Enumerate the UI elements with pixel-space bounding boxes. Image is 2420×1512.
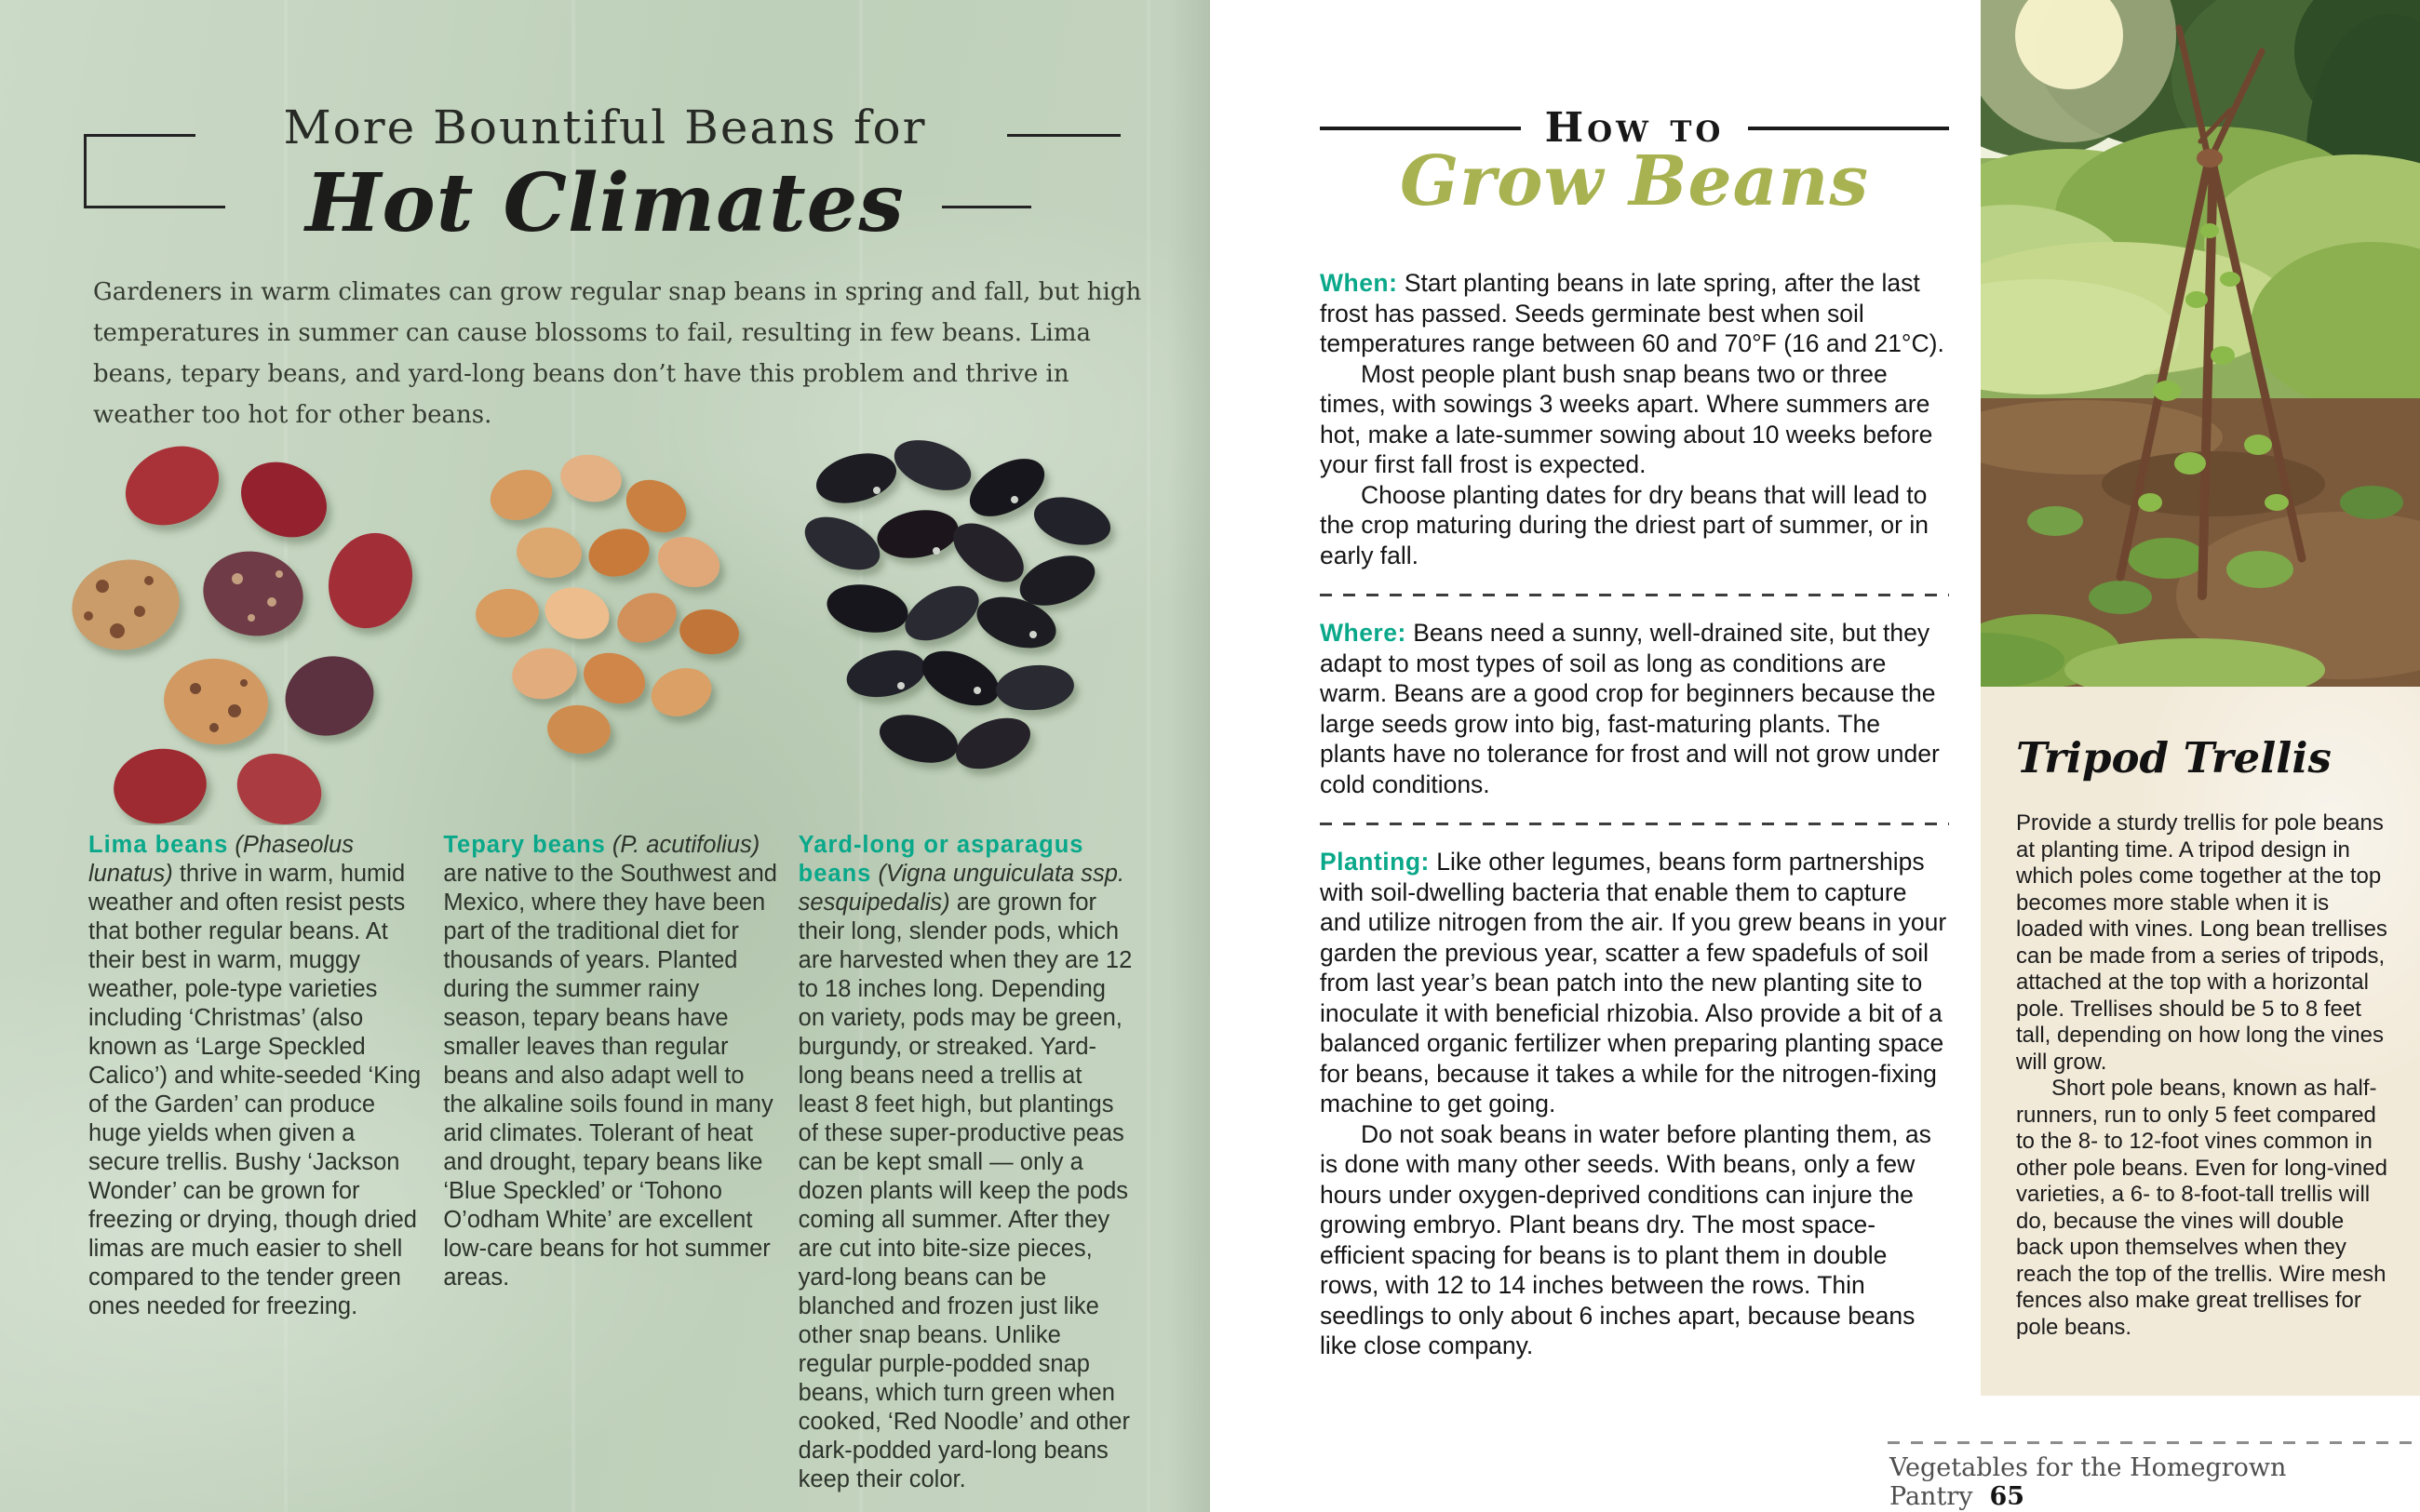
footer-dashed-rule	[1888, 1441, 2420, 1444]
latin-name-yardlong: (Vigna unguiculata ssp. sesquipedalis)	[798, 861, 1125, 916]
tripod-trellis-photo	[1981, 0, 2420, 687]
column-heading-tepary: Tepary beans	[443, 832, 606, 858]
planting-label: Planting:	[1320, 848, 1430, 876]
latin-name-tepary: (P. acutifolius)	[605, 832, 760, 858]
sidebar-paragraph-2: Short pole beans, known as half-runners, run to only 5 feet compared to the 8- to 12-foot vines common in other pole beans. Even for long-vined varieties, a 6- to 8-foot-tall trellis will do, because the vines will double back upon themselves when they reach the top of the trellis. Wire mesh fences also make great trellises for pole beans.	[2016, 1076, 2387, 1340]
bean-seeds-photo	[0, 421, 1210, 825]
title-bracket-bottom-left	[84, 206, 225, 208]
bean-columns	[88, 831, 1133, 1494]
yardlong-beans-cluster	[797, 431, 1116, 779]
kicker-rule-right	[1748, 127, 1949, 130]
planting-paragraph-2: Do not soak beans in water before planting them, as is done with many other seeds. With beans, only a few hours under oxygen-deprived conditions can injure the growing embryo. Plant beans dry. The most space-efficient spacing for beans is to plant them in double rows, with 12 to 14 inches between the rows. Thin seedlings to only about 6 inches apart, because beans like close company.	[1320, 1119, 1931, 1359]
column-lima-beans	[88, 831, 423, 1494]
tepary-beans-cluster	[474, 450, 742, 756]
title-bracket-top-right	[1007, 134, 1121, 137]
kicker-rule-left	[1320, 127, 1521, 130]
tripod-trellis-sidebar	[1981, 687, 2420, 1396]
sidebar-title: Tripod Trellis	[2016, 733, 2332, 783]
where-label: Where:	[1320, 619, 1406, 647]
when-paragraph-2: Most people plant bush snap beans two or three times, with sowings 3 weeks apart. Where summers are hot, make a late-summer sowing about 10 weeks before your first fall frost is expected.	[1320, 359, 1933, 478]
footer	[1889, 1453, 2420, 1511]
title-bracket-bottom-right	[942, 206, 1031, 208]
title-bracket-vertical	[84, 134, 87, 208]
howto-sections	[1320, 268, 1949, 1361]
page-number: 65	[1989, 1482, 2025, 1511]
sidebar-paragraph-1: Provide a sturdy trellis for pole beans at planting time. A tripod design in which poles come together at the top becomes more stable when it is loaded with vines. Long bean trellises can be made from a series of tripods, attached at the top with a horizontal pole. Trellises should be 5 to 8 feet tall, depending on how long the vines will grow.	[2016, 810, 2387, 1075]
when-label: When:	[1320, 269, 1398, 297]
right-page	[1210, 0, 2420, 1512]
footer-book-title: Vegetables for the Homegrown Pantry	[1889, 1453, 2287, 1511]
section-divider	[1320, 823, 1949, 825]
column-body-lima: thrive in warm, humid weather and often resist pests that bother regular beans. At their best in warm, muggy weather, pole-type varieties including ‘Christmas’ (also known as ‘Large Speckled Calico’) and white-seeded ‘King of the Garden’ can produce huge yields when given a secure trellis. Bushy ‘Jackson Wonder’ can be grown for freezing or drying, though dried limas are much easier to shell compared to the tender green ones needed for freezing.	[88, 861, 422, 1319]
when-paragraph-3: Choose planting dates for dry beans that will lead to the crop maturing during the driest part of summer, or in early fall.	[1320, 480, 1929, 569]
where-text-1: Beans need a sunny, well-drained site, but they adapt to most types of soil as long as conditions are warm. Beans are a good crop for beginners because the large seeds grow into big, fast-maturing plants. The plants have no tolerance for frost and will not grow under cold conditions.	[1320, 619, 1940, 798]
column-heading-yardlong: Yard-long or asparagus beans	[798, 832, 1084, 887]
column-yardlong-beans	[799, 831, 1133, 1494]
intro-paragraph: Gardeners in warm climates can grow regular snap beans in spring and fall, but high temperatures in summer can cause blossoms to fail, resulting in few beans. Lima beans, tepary beans, and yard-long beans don’t have this problem and thrive in weather too hot for other beans.	[93, 278, 1142, 429]
column-body-tepary: are native to the Southwest and Mexico, where they have been part of the traditional diet for thousands of years. Planted during the summer rainy season, tepary beans have smaller leaves than regular beans and also adapt well to the alkaline soils found in many arid climates. Tolerant of heat and drought, tepary beans like ‘Blue Speckled’ or ‘Tohono O’odham White’ are excellent low-care beans for hot summer areas.	[443, 861, 777, 1291]
column-tepary-beans	[443, 831, 777, 1494]
planting-text-1: Like other legumes, beans form partnerships with soil-dwelling bacteria that enable them to capture and utilize nitrogen from the air. If you grew beans in your garden the previous year, scatter a few spadefuls of soil from last year’s bean patch into the new planting site to inoculate it with beneficial rhizobia. Also provide a bit of a balanced organic fertilizer when preparing planting space for beans, because it takes a while for the nitrogen-fixing machine to get going.	[1320, 848, 1947, 1117]
title-bracket-top-left	[84, 134, 195, 137]
page-title-kicker: More Bountiful Beans for	[283, 100, 927, 154]
when-paragraph-1	[1320, 268, 1949, 359]
column-heading-lima: Lima beans	[88, 832, 229, 858]
when-text-1: Start planting beans in late spring, after the last frost has passed. Seeds germinate best when soil temperatures range between 60 and 70°F (16 and 21°C).	[1320, 269, 1944, 357]
latin-name-lima: (Phaseolus lunatus)	[88, 832, 354, 887]
howto-kicker: How to	[1544, 104, 1725, 152]
section-divider	[1320, 594, 1949, 596]
page-title: Hot Climates	[305, 156, 905, 250]
lima-beans-cluster	[63, 432, 425, 825]
where-paragraph-1	[1320, 618, 1949, 799]
grow-beans-title: Grow Beans	[1399, 141, 1870, 221]
column-body-yardlong: are grown for their long, slender pods, which are harvested when they are 12 to 18 inches long. Depending on variety, pods may be green, burgundy, or streaked. Yard-long beans need a trellis at least 8 feet high, but plantings of these super-productive peas can be kept small — only a dozen plants will keep the pods coming all summer. After they are cut into bite-size pieces, yard-long beans can be blanched and frozen just like other snap beans. Unlike regular purple-podded snap beans, which turn green when cooked, ‘Red Noodle’ and other dark-podded yard-long beans keep their color.	[798, 890, 1133, 1492]
planting-paragraph-1	[1320, 847, 1949, 1119]
